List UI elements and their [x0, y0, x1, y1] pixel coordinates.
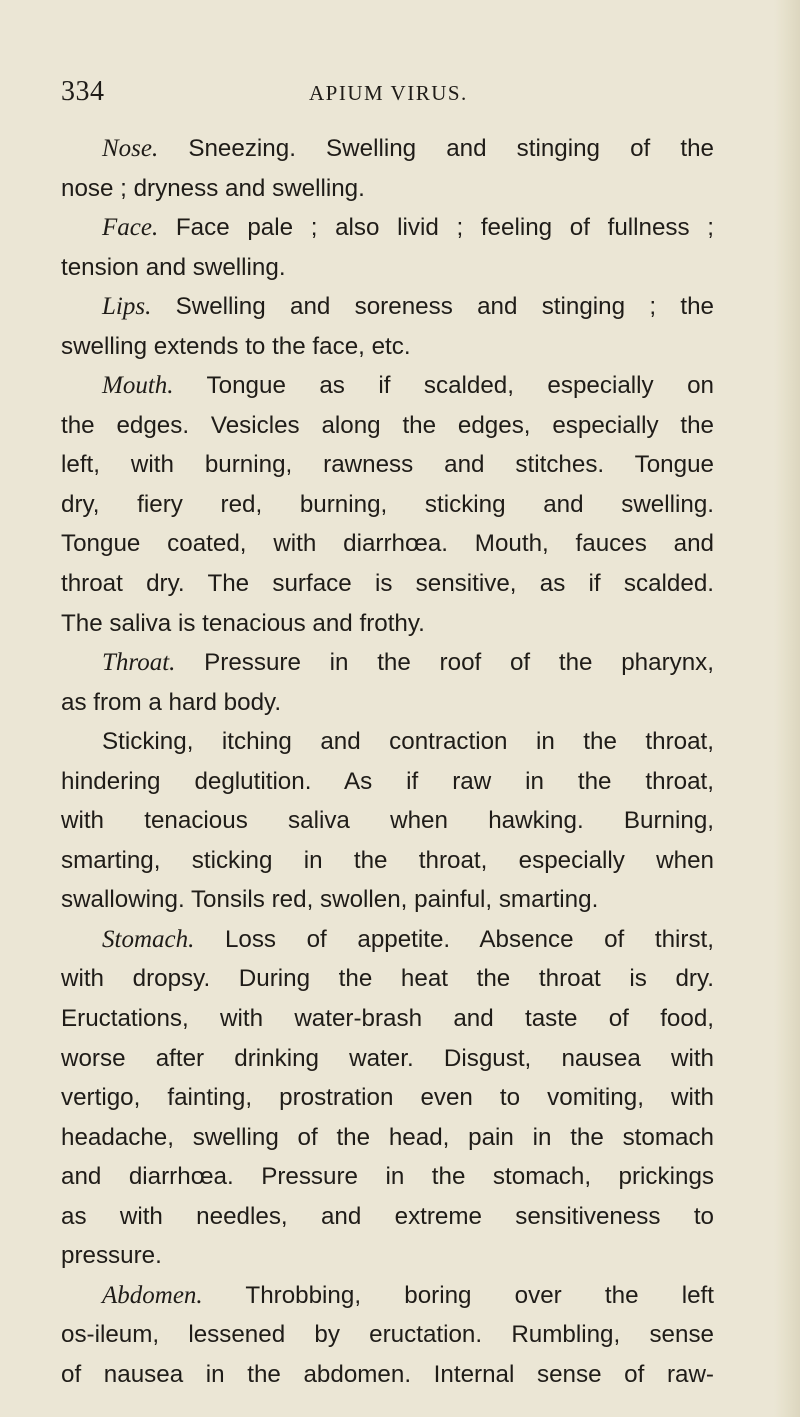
- line-text: Swelling and soreness and stinging ; the: [151, 293, 714, 321]
- line-text: as from a hard body.: [61, 688, 282, 716]
- section-rubric: Mouth.: [102, 372, 174, 400]
- text-line: [61, 1197, 714, 1237]
- line-text: swallowing. Tonsils red, swollen, painful, smarting.: [61, 886, 599, 914]
- line-text: The saliva is tenacious and frothy.: [61, 609, 425, 637]
- line-text: Tongue coated, with diarrhœa. Mouth, fauces and: [61, 530, 714, 558]
- line-text: os-ileum, lessened by eructation. Rumbling, sense: [61, 1321, 714, 1349]
- text-line: [61, 1236, 714, 1276]
- line-text: dry, fiery red, burning, sticking and swelling.: [61, 490, 714, 518]
- text-line: [61, 524, 714, 564]
- line-text: Sticking, itching and contraction in the throat,: [102, 728, 714, 756]
- text-line: [61, 1355, 714, 1395]
- line-text: Eructations, with water-brash and taste of food,: [61, 1005, 714, 1033]
- text-line: [61, 722, 714, 762]
- text-line: [61, 604, 714, 644]
- section-rubric: Throat.: [102, 649, 176, 677]
- line-text: smarting, sticking in the throat, especially when: [61, 846, 714, 874]
- text-line: [61, 999, 714, 1039]
- section-rubric: Abdomen.: [102, 1281, 203, 1309]
- text-line: [61, 248, 714, 288]
- line-text: with dropsy. During the heat the throat is dry.: [61, 965, 714, 993]
- text-line: [61, 1078, 714, 1118]
- line-text: left, with burning, rawness and stitches. Tongue: [61, 451, 714, 479]
- text-line: [61, 920, 714, 960]
- text-line: [61, 880, 714, 920]
- running-head: APIUM VIRUS.: [309, 81, 468, 105]
- line-text: Sneezing. Swelling and stinging of the: [158, 135, 714, 162]
- text-line: [61, 762, 714, 802]
- text-line: [61, 643, 714, 683]
- section-rubric: Face.: [102, 214, 159, 242]
- text-line: [61, 327, 714, 367]
- line-text: of nausea in the abdomen. Internal sense of raw-: [61, 1360, 714, 1388]
- line-text: nose ; dryness and swelling.: [61, 174, 365, 202]
- text-line: [61, 406, 714, 446]
- line-text: headache, swelling of the head, pain in the stomach: [61, 1123, 714, 1151]
- section-rubric: Stomach.: [102, 925, 195, 953]
- text-line: [61, 841, 714, 881]
- line-text: Tongue as if scalded, especially on: [173, 372, 714, 400]
- body-text: [61, 129, 714, 1395]
- text-line: [61, 1276, 714, 1316]
- text-line: [61, 1157, 714, 1197]
- line-text: throat dry. The surface is sensitive, as if scalded.: [61, 570, 714, 598]
- line-text: vertigo, fainting, prostration even to vomiting, with: [61, 1084, 714, 1112]
- text-line: [61, 208, 714, 248]
- page-edge-shading: [774, 0, 800, 1417]
- page-number: 334: [61, 76, 105, 107]
- text-line: [61, 683, 714, 723]
- line-text: Loss of appetite. Absence of thirst,: [194, 925, 714, 953]
- line-text: tension and swelling.: [61, 253, 286, 281]
- text-line: [61, 1118, 714, 1158]
- text-line: [61, 1039, 714, 1079]
- text-line: [61, 366, 714, 406]
- text-line: [61, 129, 714, 169]
- page-header: [61, 74, 701, 114]
- line-text: as with needles, and extreme sensitiveness to: [61, 1202, 714, 1230]
- line-text: worse after drinking water. Disgust, nausea with: [61, 1044, 714, 1072]
- line-text: with tenacious saliva when hawking. Burning,: [61, 807, 714, 835]
- text-line: [61, 959, 714, 999]
- line-text: Pressure in the roof of the pharynx,: [175, 649, 714, 677]
- text-line: [61, 287, 714, 327]
- text-line: [61, 564, 714, 604]
- line-text: the edges. Vesicles along the edges, especially the: [61, 411, 714, 439]
- text-line: [61, 1315, 714, 1355]
- section-rubric: Nose.: [102, 135, 159, 162]
- line-text: Throbbing, boring over the left: [202, 1281, 714, 1309]
- text-line: [61, 169, 714, 209]
- text-line: [61, 801, 714, 841]
- text-line: [61, 445, 714, 485]
- section-rubric: Lips.: [102, 293, 152, 321]
- line-text: swelling extends to the face, etc.: [61, 332, 411, 360]
- line-text: Face pale ; also livid ; feeling of fullness ;: [158, 214, 714, 242]
- line-text: hindering deglutition. As if raw in the throat,: [61, 767, 714, 795]
- text-line: [61, 485, 714, 525]
- line-text: and diarrhœa. Pressure in the stomach, prickings: [61, 1163, 714, 1191]
- line-text: pressure.: [61, 1242, 162, 1270]
